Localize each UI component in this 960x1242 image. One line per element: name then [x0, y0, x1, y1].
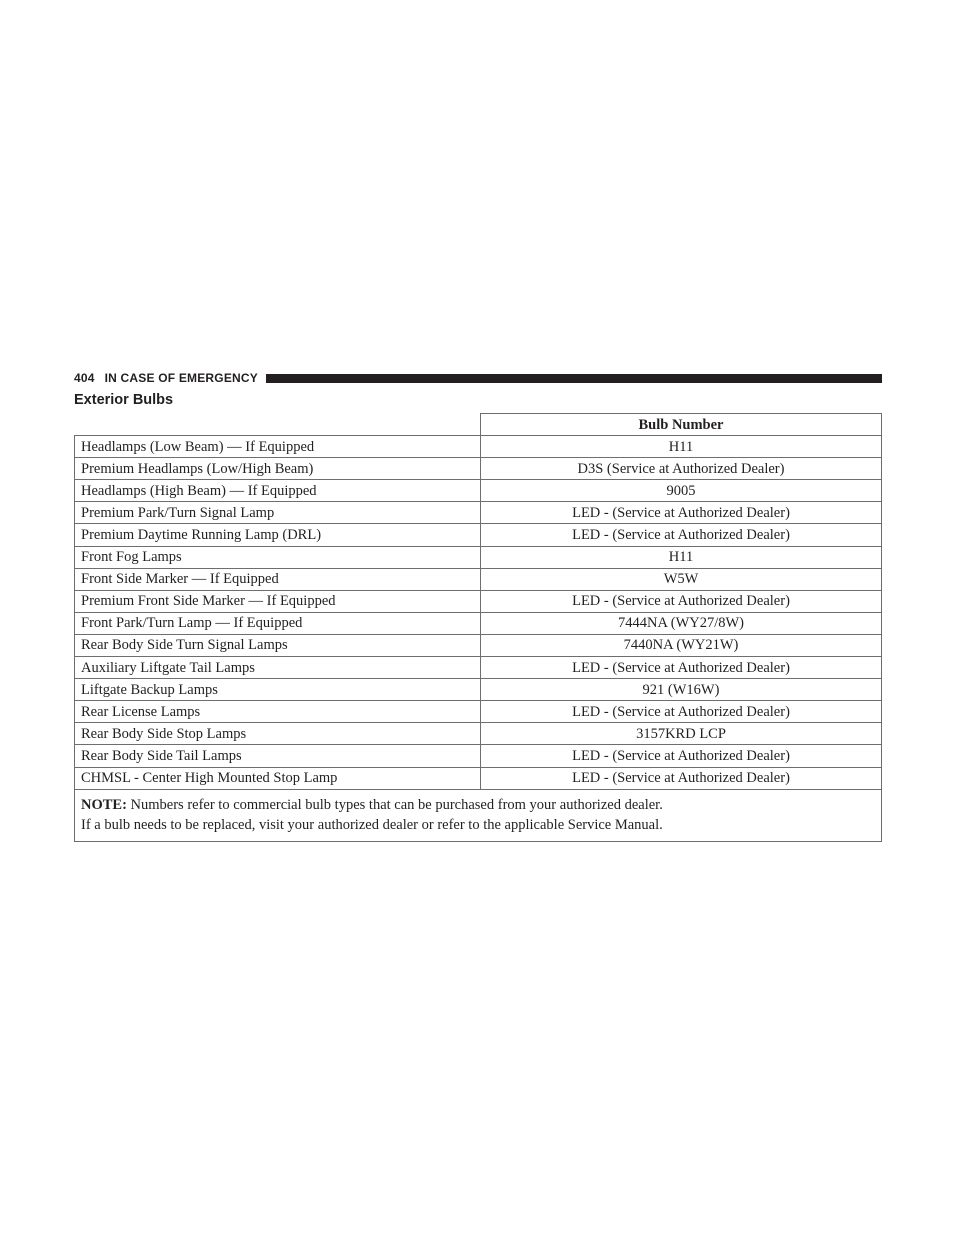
bulb-table: [74, 413, 882, 842]
note-row: [75, 789, 882, 841]
bulb-number-cell: LED - (Service at Authorized Dealer): [481, 524, 882, 546]
table-row: [75, 546, 882, 568]
table-row: [75, 436, 882, 458]
bulb-number-cell: LED - (Service at Authorized Dealer): [481, 745, 882, 767]
lamp-cell: Rear License Lamps: [75, 701, 481, 723]
bulb-number-cell: D3S (Service at Authorized Dealer): [481, 458, 882, 480]
lamp-cell: Premium Daytime Running Lamp (DRL): [75, 524, 481, 546]
bulb-number-cell: W5W: [481, 568, 882, 590]
bulb-number-cell: 9005: [481, 480, 882, 502]
table-row: [75, 767, 882, 789]
section-title: IN CASE OF EMERGENCY: [104, 371, 258, 385]
bulb-number-cell: LED - (Service at Authorized Dealer): [481, 701, 882, 723]
table-row: [75, 480, 882, 502]
lamp-cell: Front Side Marker — If Equipped: [75, 568, 481, 590]
lamp-cell: Liftgate Backup Lamps: [75, 679, 481, 701]
lamp-cell: Rear Body Side Turn Signal Lamps: [75, 634, 481, 656]
bulb-number-cell: 3157KRD LCP: [481, 723, 882, 745]
lamp-cell: Rear Body Side Stop Lamps: [75, 723, 481, 745]
bulb-number-header: Bulb Number: [481, 414, 882, 436]
bulb-number-cell: LED - (Service at Authorized Dealer): [481, 767, 882, 789]
table-row: [75, 502, 882, 524]
lamp-cell: Headlamps (High Beam) — If Equipped: [75, 480, 481, 502]
table-row: [75, 524, 882, 546]
lamp-cell: Headlamps (Low Beam) — If Equipped: [75, 436, 481, 458]
page-number: 404: [74, 371, 95, 385]
lamp-cell: Front Fog Lamps: [75, 546, 481, 568]
table-row: [75, 458, 882, 480]
table-header-row: [75, 414, 882, 436]
lamp-cell: Rear Body Side Tail Lamps: [75, 745, 481, 767]
page-header: [74, 371, 882, 385]
lamp-cell: Auxiliary Liftgate Tail Lamps: [75, 657, 481, 679]
table-row: [75, 590, 882, 612]
note-cell: [75, 789, 882, 841]
bulb-number-cell: LED - (Service at Authorized Dealer): [481, 657, 882, 679]
lamp-cell: Premium Park/Turn Signal Lamp: [75, 502, 481, 524]
note-text-line1: Numbers refer to commercial bulb types that can be purchased from your authorized dealer.: [130, 796, 663, 813]
bulb-number-cell: H11: [481, 546, 882, 568]
table-title: Exterior Bulbs: [74, 392, 174, 408]
table-row: [75, 657, 882, 679]
table-row: [75, 612, 882, 634]
bulb-number-cell: 921 (W16W): [481, 679, 882, 701]
note-label: NOTE:: [81, 796, 127, 813]
table-row: [75, 634, 882, 656]
lamp-cell: Front Park/Turn Lamp — If Equipped: [75, 612, 481, 634]
header-rule: [266, 374, 882, 383]
lamp-cell: Premium Headlamps (Low/High Beam): [75, 458, 481, 480]
bulb-number-cell: 7440NA (WY21W): [481, 634, 882, 656]
table-row: [75, 723, 882, 745]
lamp-cell: Premium Front Side Marker — If Equipped: [75, 590, 481, 612]
table-row: [75, 701, 882, 723]
table-row: [75, 745, 882, 767]
bulb-number-cell: 7444NA (WY27/8W): [481, 612, 882, 634]
bulb-number-cell: LED - (Service at Authorized Dealer): [481, 590, 882, 612]
table-row: [75, 679, 882, 701]
bulb-number-cell: H11: [481, 436, 882, 458]
table-row: [75, 568, 882, 590]
note-text-line2: If a bulb needs to be replaced, visit your authorized dealer or refer to the applicable Service Manual.: [81, 816, 663, 833]
lamp-cell: CHMSL - Center High Mounted Stop Lamp: [75, 767, 481, 789]
bulb-number-cell: LED - (Service at Authorized Dealer): [481, 502, 882, 524]
blank-header-cell: [75, 414, 481, 436]
